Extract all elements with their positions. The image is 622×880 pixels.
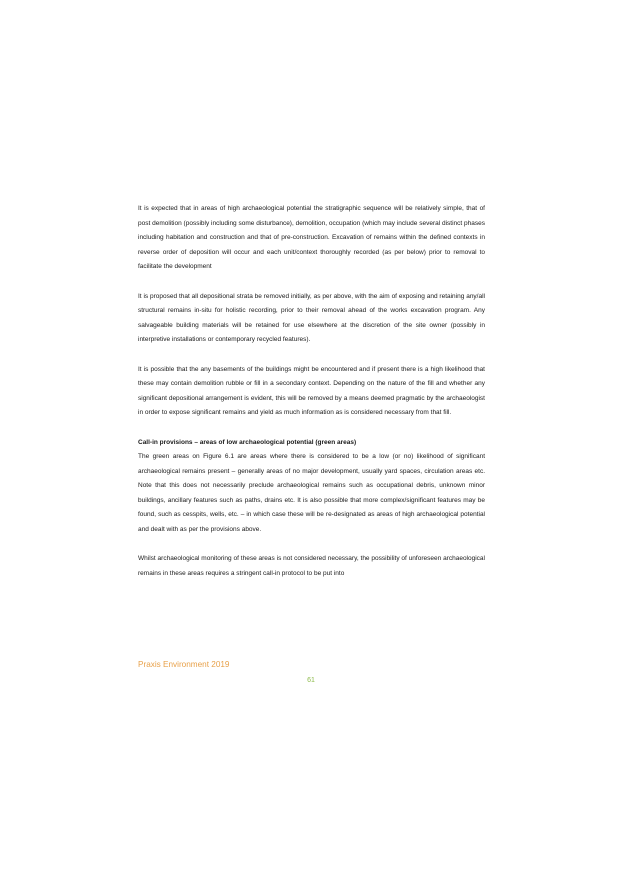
page-number: 61	[307, 677, 315, 684]
paragraph-gap	[138, 538, 485, 553]
paragraph-gap	[138, 421, 485, 436]
section-paragraph: Whilst archaeological monitoring of these areas is not considered necessary, the possibility of unforeseen archaeological remains in these areas requires a stringent call-in protocol to be put into	[138, 555, 485, 577]
page-body	[138, 202, 485, 581]
paragraph-gap	[138, 348, 485, 363]
footer-organization: Praxis Environment 2019	[138, 660, 230, 669]
body-paragraph: It is possible that the any basements of the buildings might be encountered and if present there is a high likelihood that these may contain demolition rubble or fill in a secondary context. Depending on the nature of the fill and whether any significant depositional arrangement is evident, this will be removed by a means deemed pragmatic by the archaeologist in order to expose significant remains and yield as much information as is considered necessary from that fill.	[138, 365, 485, 417]
paragraph-gap	[138, 275, 485, 290]
section-paragraph: The green areas on Figure 6.1 are areas where there is considered to be a low (or no) likelihood of significant archaeological remains present – generally areas of no major development, usually yard spaces, circulation areas etc. Note that this does not necessarily preclude archaeological remains such as occupational debris, unknown minor buildings, ancillary features such as paths, drains etc. It is also possible that more complex/significant features may be found, such as cesspits, wells, etc. – in which case these will be re-designated as areas of high archaeological potential and dealt with as per the provisions above.	[138, 453, 485, 534]
body-paragraph: It is proposed that all depositional strata be removed initially, as per above, with the aim of exposing and retaining any/all structural remains in-situ for holistic recording, prior to their removal ahead of the works excavation program. Any salvageable building materials will be retained for use elsewhere at the discretion of the site owner (possibly in interpretive installations or contemporary recycled features).	[138, 292, 485, 344]
body-paragraph: It is expected that in areas of high archaeological potential the stratigraphic sequence will be relatively simple, that of post demolition (possibly including some disturbance), demolition, occupation (which may include several distinct phases including habitation and construction and that of pre-construction. Excavation of remains within the defined contexts in reverse order of deposition will occur and each unit/context thoroughly recorded (as per below) prior to removal to facilitate the development	[138, 205, 485, 271]
section-heading: Call-in provisions – areas of low archaeological potential (green areas)	[138, 438, 357, 446]
